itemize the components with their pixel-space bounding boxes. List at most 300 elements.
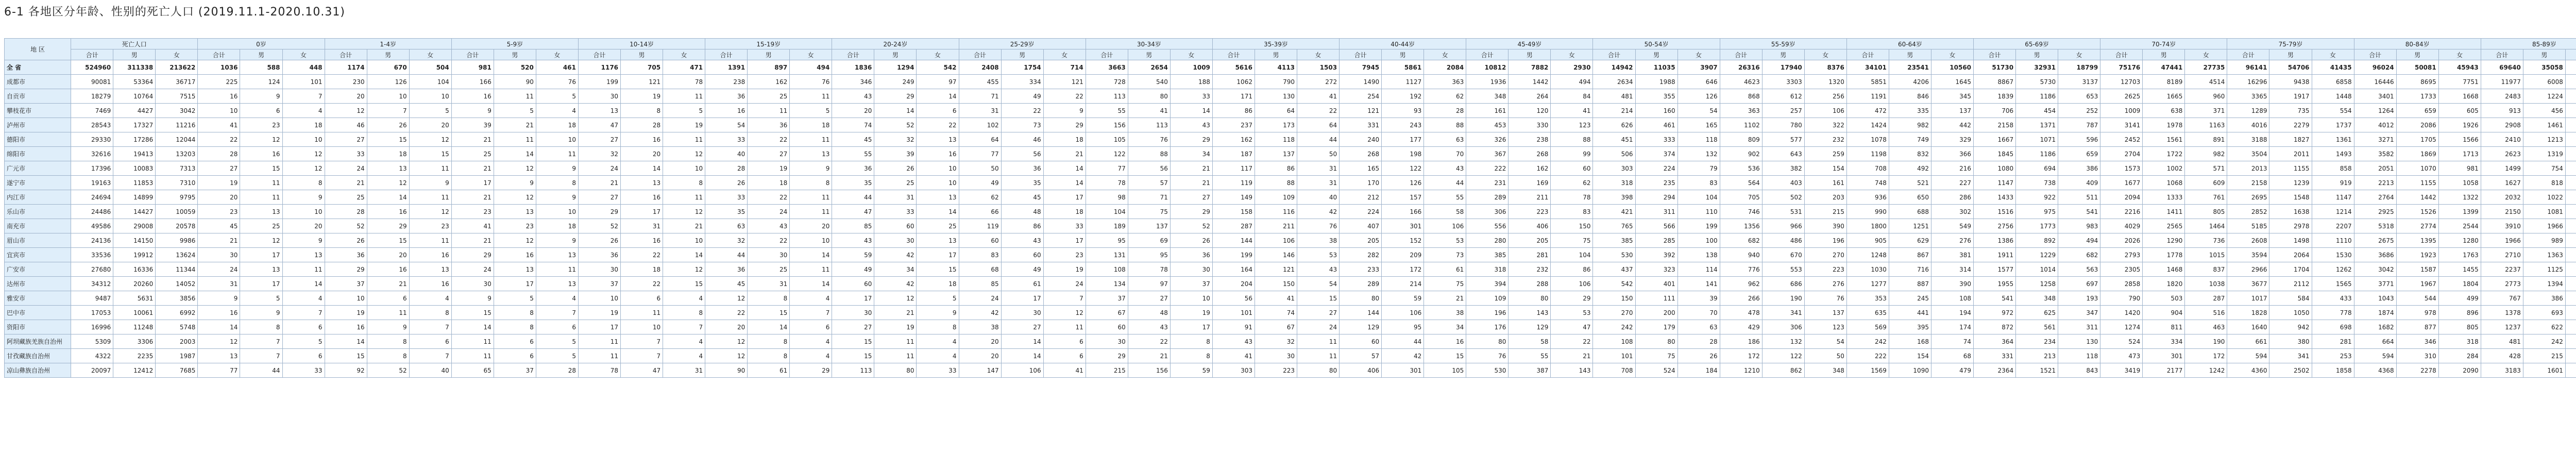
table-cell: 11216 <box>156 118 198 132</box>
table-cell: 36 <box>705 89 748 104</box>
table-cell: 29330 <box>71 132 113 147</box>
table-cell: 54706 <box>2269 60 2312 75</box>
table-cell: 12 <box>198 334 240 349</box>
header-subcolumn: 女 <box>1043 49 1086 60</box>
table-cell: 31 <box>621 219 663 233</box>
table-cell: 56 <box>1212 291 1255 306</box>
table-cell: 233 <box>1340 262 1382 277</box>
table-cell: 1573 <box>2100 161 2143 176</box>
table-cell: 767 <box>2481 291 2523 306</box>
table-cell: 227 <box>1931 176 1973 190</box>
table-cell: 20097 <box>71 363 113 378</box>
table-cell: 162 <box>1509 161 1551 176</box>
table-cell: 245 <box>1889 291 1931 306</box>
table-cell: 1009 <box>2100 104 2143 118</box>
table-cell: 2608 <box>2227 233 2269 248</box>
table-cell: 63 <box>1424 132 1466 147</box>
table-cell: 18 <box>1043 132 1086 147</box>
table-cell: 68 <box>1931 349 1973 363</box>
table-cell: 10 <box>409 89 451 104</box>
table-cell: 19163 <box>71 176 113 190</box>
header-subcolumn: 男 <box>1128 49 1170 60</box>
table-cell: 285 <box>1635 233 1677 248</box>
table-cell: 33 <box>1043 219 1086 233</box>
table-cell: 69640 <box>2481 60 2523 75</box>
table-cell: 1820 <box>2143 277 2185 291</box>
table-cell: 88 <box>1255 176 1297 190</box>
table-cell: 11 <box>790 89 832 104</box>
table-cell: 10 <box>1170 291 1212 306</box>
region-name: 甘孜藏族自治州 <box>5 349 71 363</box>
table-cell: 2158 <box>1974 118 2016 132</box>
table-cell: 10083 <box>113 161 156 176</box>
table-cell: 24694 <box>71 190 113 205</box>
table-cell: 268 <box>1509 147 1551 161</box>
table-cell: 25 <box>917 219 959 233</box>
table-cell: 650 <box>1889 190 1931 205</box>
table-cell: 149 <box>1212 190 1255 205</box>
table-cell: 15 <box>1297 291 1340 306</box>
table-cell: 14 <box>198 320 240 334</box>
table-cell: 21 <box>1424 291 1466 306</box>
table-cell: 2410 <box>2481 132 2523 147</box>
table-cell: 214 <box>1382 277 1424 291</box>
table-cell: 74 <box>832 118 874 132</box>
table-cell: 22 <box>917 118 959 132</box>
header-subcolumn: 合计 <box>71 49 113 60</box>
table-cell: 1468 <box>2143 262 2185 277</box>
table-cell: 310 <box>2396 349 2438 363</box>
table-cell: 224 <box>1635 161 1677 176</box>
table-cell: 1280 <box>2438 233 2481 248</box>
table-cell: 5 <box>409 104 451 118</box>
table-cell: 83 <box>959 248 1001 262</box>
table-cell: 43 <box>1424 161 1466 176</box>
table-cell: 281 <box>2312 334 2354 349</box>
header-subcolumn: 男 <box>748 49 790 60</box>
table-cell: 2544 <box>2438 219 2481 233</box>
table-cell: 331 <box>1340 118 1382 132</box>
table-cell: 29008 <box>113 219 156 233</box>
table-cell: 1627 <box>2481 176 2523 190</box>
table-cell: 4 <box>409 291 451 306</box>
table-cell: 134 <box>1086 277 1128 291</box>
table-cell: 276 <box>1931 233 1973 248</box>
table-cell: 14 <box>451 320 494 334</box>
table-cell: 21 <box>451 132 494 147</box>
table-cell: 40 <box>409 363 451 378</box>
table-cell: 596 <box>2058 132 2100 147</box>
header-subcolumn: 合计 <box>1212 49 1255 60</box>
table-cell: 9 <box>1043 104 1086 118</box>
table-cell: 17940 <box>1762 60 1804 75</box>
table-cell: 682 <box>2058 248 2100 262</box>
table-cell: 211 <box>1255 219 1297 233</box>
header-subcolumn: 男 <box>2396 49 2438 60</box>
table-cell: 17 <box>494 277 536 291</box>
header-subcolumn: 男 <box>1382 49 1424 60</box>
table-cell: 1210 <box>1720 363 1762 378</box>
table-cell: 222 <box>1466 161 1509 176</box>
table-cell: 9 <box>240 89 282 104</box>
table-cell: 461 <box>1635 118 1677 132</box>
table-cell: 32 <box>705 233 748 248</box>
table-row <box>5 233 2576 248</box>
table-cell: 9 <box>451 291 494 306</box>
table-cell: 492 <box>1889 161 1931 176</box>
table-cell: 55 <box>1086 104 1128 118</box>
table-cell: 1090 <box>1889 363 1931 378</box>
table-cell: 14 <box>1170 104 1212 118</box>
table-cell: 556 <box>1466 219 1509 233</box>
table-cell: 41 <box>1212 349 1255 363</box>
table-cell: 3042 <box>156 104 198 118</box>
table-cell: 18 <box>917 277 959 291</box>
table-cell: 1722 <box>2143 147 2185 161</box>
table-cell: 23541 <box>1889 60 1931 75</box>
table-cell: 1763 <box>2438 248 2481 262</box>
table-cell: 761 <box>2185 190 2227 205</box>
table-cell <box>2565 349 2576 363</box>
table-cell: 346 <box>2396 334 2438 349</box>
table-cell: 48 <box>1128 306 1170 320</box>
table-cell: 481 <box>2481 334 2523 349</box>
header-subcolumn <box>2565 49 2576 60</box>
table-cell: 16 <box>705 104 748 118</box>
table-cell: 25 <box>240 219 282 233</box>
table-cell: 4113 <box>1255 60 1297 75</box>
table-cell: 78 <box>1086 176 1128 190</box>
table-cell: 171 <box>1212 89 1255 104</box>
table-cell: 14052 <box>156 277 198 291</box>
table-cell: 9 <box>494 176 536 190</box>
table-cell: 9 <box>240 306 282 320</box>
table-cell: 441 <box>1889 306 1931 320</box>
table-cell: 106 <box>1001 363 1043 378</box>
table-cell: 27 <box>1128 291 1170 306</box>
table-cell: 17 <box>578 320 620 334</box>
table-cell: 23 <box>240 118 282 132</box>
table-cell: 62 <box>1551 176 1593 190</box>
table-cell: 60 <box>959 233 1001 248</box>
table-cell: 8 <box>536 176 578 190</box>
table-cell: 11 <box>451 334 494 349</box>
table-cell: 213622 <box>156 60 198 75</box>
table-cell: 78 <box>578 363 620 378</box>
table-cell: 54 <box>1804 334 1846 349</box>
table-cell: 20 <box>705 320 748 334</box>
table-cell: 7 <box>240 349 282 363</box>
table-cell: 12 <box>874 291 917 306</box>
table-cell: 19 <box>325 306 367 320</box>
table-cell: 363 <box>1424 75 1466 89</box>
table-cell: 84 <box>1551 89 1593 104</box>
table-cell: 12 <box>494 161 536 176</box>
table-cell: 22 <box>748 190 790 205</box>
table-cell: 26 <box>1677 349 1720 363</box>
table-cell: 104 <box>1677 190 1720 205</box>
table-cell: 5 <box>663 104 705 118</box>
table-cell: 12 <box>663 262 705 277</box>
table-cell: 318 <box>1593 176 1635 190</box>
table-cell: 877 <box>2396 320 2438 334</box>
header-subcolumn: 合计 <box>2354 49 2396 60</box>
table-cell: 86 <box>1212 104 1255 118</box>
table-cell: 141 <box>1677 277 1720 291</box>
table-cell: 154 <box>1804 161 1846 176</box>
table-cell: 10061 <box>113 306 156 320</box>
table-cell: 554 <box>2312 104 2354 118</box>
table-cell: 10 <box>325 291 367 306</box>
table-cell: 688 <box>1889 205 1931 219</box>
table-cell: 88 <box>1424 118 1466 132</box>
table-cell: 18 <box>536 219 578 233</box>
table-cell: 49586 <box>71 219 113 233</box>
table-cell: 4514 <box>2185 75 2227 89</box>
header-subcolumn: 合计 <box>1593 49 1635 60</box>
table-cell: 12412 <box>113 363 156 378</box>
table-cell: 13 <box>409 262 451 277</box>
table-cell: 259 <box>1804 147 1846 161</box>
table-cell: 121 <box>1043 75 1086 89</box>
table-cell: 605 <box>2438 104 2481 118</box>
table-cell: 166 <box>451 75 494 89</box>
table-cell: 11977 <box>2481 75 2523 89</box>
table-cell: 353 <box>1846 291 1889 306</box>
table-cell: 594 <box>2227 349 2269 363</box>
table-cell: 5309 <box>71 334 113 349</box>
table-cell: 506 <box>1593 147 1635 161</box>
table-cell: 39 <box>1677 291 1720 306</box>
table-cell: 199 <box>1677 219 1720 233</box>
table-cell: 1800 <box>1846 219 1889 233</box>
table-cell: 1521 <box>2016 363 2058 378</box>
table-cell: 170 <box>1340 176 1382 190</box>
table-cell: 1036 <box>198 60 240 75</box>
table-cell: 2177 <box>2143 363 2185 378</box>
table-cell: 14 <box>917 89 959 104</box>
table-cell: 524 <box>2100 334 2143 349</box>
table-cell: 348 <box>1466 89 1509 104</box>
table-cell: 12 <box>705 349 748 363</box>
table-cell: 661 <box>2227 334 2269 349</box>
table-cell: 138 <box>1677 248 1720 262</box>
table-cell: 635 <box>1846 306 1889 320</box>
table-cell: 3663 <box>1086 60 1128 75</box>
table-cell: 301 <box>1382 363 1424 378</box>
table-cell: 2364 <box>1974 363 2016 378</box>
table-cell: 3686 <box>2354 248 2396 262</box>
table-cell: 1733 <box>2396 89 2438 104</box>
table-cell: 11 <box>536 147 578 161</box>
table-cell: 3137 <box>2058 75 2100 89</box>
table-cell: 524960 <box>71 60 113 75</box>
table-cell: 7 <box>409 349 451 363</box>
table-cell: 8 <box>790 176 832 190</box>
table-cell: 61 <box>748 363 790 378</box>
table-cell: 52 <box>1170 219 1212 233</box>
table-cell: 95 <box>1382 320 1424 334</box>
table-cell: 17 <box>451 176 494 190</box>
table-cell: 122 <box>1086 147 1128 161</box>
table-cell: 29 <box>1170 132 1212 147</box>
region-name: 泸州市 <box>5 118 71 132</box>
table-cell: 1988 <box>1635 75 1677 89</box>
table-cell: 31 <box>874 190 917 205</box>
table-cell: 16 <box>621 132 663 147</box>
table-cell: 1147 <box>2312 190 2354 205</box>
table-cell: 11 <box>409 161 451 176</box>
table-cell: 19912 <box>113 248 156 262</box>
table-cell: 16 <box>1424 334 1466 349</box>
table-cell: 16 <box>621 190 663 205</box>
table-cell: 26 <box>578 233 620 248</box>
table-cell: 43 <box>1170 118 1212 132</box>
table-cell: 230 <box>325 75 367 89</box>
table-cell: 189 <box>1086 219 1128 233</box>
table-cell: 25 <box>325 190 367 205</box>
table-cell: 126 <box>1382 176 1424 190</box>
table-cell: 173 <box>1255 118 1297 132</box>
table-cell: 105 <box>1086 132 1128 147</box>
table-cell: 179 <box>1635 320 1677 334</box>
table-cell: 186 <box>1720 334 1762 349</box>
table-cell: 8 <box>621 104 663 118</box>
table-cell: 215 <box>2523 349 2565 363</box>
table-cell: 1333 <box>2143 190 2185 205</box>
table-cell: 50 <box>1297 147 1340 161</box>
table-cell: 52 <box>325 219 367 233</box>
table-cell: 32931 <box>2016 60 2058 75</box>
table-cell: 27 <box>1297 306 1340 320</box>
table-cell: 79 <box>1677 161 1720 176</box>
table-cell: 270 <box>1593 306 1635 320</box>
table-cell: 25 <box>748 89 790 104</box>
table-cell: 1395 <box>2396 233 2438 248</box>
table-cell: 716 <box>1889 262 1931 277</box>
table-cell: 530 <box>1593 248 1635 262</box>
region-name: 南充市 <box>5 219 71 233</box>
table-cell: 4016 <box>2227 118 2269 132</box>
table-cell: 30 <box>198 248 240 262</box>
table-cell: 13 <box>536 248 578 262</box>
table-cell: 1827 <box>2269 132 2312 147</box>
table-cell: 540 <box>1128 75 1170 89</box>
table-cell: 1874 <box>2354 306 2396 320</box>
table-cell: 29 <box>1551 291 1593 306</box>
table-cell: 18 <box>536 118 578 132</box>
table-cell: 2925 <box>2354 205 2396 219</box>
table-cell: 18 <box>1043 205 1086 219</box>
table-cell: 36 <box>832 161 874 176</box>
table-cell: 1062 <box>1212 75 1255 89</box>
table-cell: 123 <box>1551 118 1593 132</box>
table-cell: 118 <box>1255 132 1297 147</box>
header-group: 85-89岁 <box>2481 39 2576 49</box>
table-cell: 36 <box>1170 248 1212 262</box>
header-subcolumn: 男 <box>1889 49 1931 60</box>
table-cell: 561 <box>2016 320 2058 334</box>
table-cell: 329 <box>1931 132 1973 147</box>
table-cell: 83 <box>1677 176 1720 190</box>
table-cell: 46 <box>1001 132 1043 147</box>
table-cell: 2026 <box>2100 233 2143 248</box>
table-cell: 34 <box>1424 320 1466 334</box>
table-cell: 211 <box>1509 190 1551 205</box>
table-cell: 190 <box>1762 291 1804 306</box>
table-cell: 13624 <box>156 248 198 262</box>
table-cell: 1015 <box>2185 248 2227 262</box>
table-cell: 21 <box>451 190 494 205</box>
table-cell: 746 <box>1720 205 1762 219</box>
table-cell: 478 <box>1720 306 1762 320</box>
table-cell: 11 <box>536 262 578 277</box>
table-cell: 693 <box>2523 306 2565 320</box>
table-cell: 161 <box>1466 104 1509 118</box>
table-cell: 114 <box>1677 262 1720 277</box>
table-cell: 242 <box>1593 320 1635 334</box>
table-cell: 2704 <box>2100 147 2143 161</box>
header-group: 60-64岁 <box>1846 39 1973 49</box>
table-cell: 1836 <box>832 60 874 75</box>
table-cell: 306 <box>1762 320 1804 334</box>
table-cell: 6 <box>621 291 663 306</box>
table-cell: 192 <box>1382 89 1424 104</box>
table-cell: 80 <box>874 363 917 378</box>
table-cell: 162 <box>748 75 790 89</box>
table-cell: 407 <box>1340 219 1382 233</box>
table-cell: 287 <box>2185 291 2227 306</box>
table-cell: 39 <box>451 118 494 132</box>
table-cell: 805 <box>2185 205 2227 219</box>
table-cell: 29 <box>451 248 494 262</box>
table-cell: 748 <box>1846 176 1889 190</box>
table-cell: 188 <box>1170 75 1212 89</box>
table-cell: 47441 <box>2143 60 2185 75</box>
table-cell: 3183 <box>2481 363 2523 378</box>
table-cell: 1262 <box>2312 262 2354 277</box>
table-cell: 19413 <box>113 147 156 161</box>
table-cell: 1493 <box>2312 147 2354 161</box>
table-cell: 1503 <box>1297 60 1340 75</box>
table-cell: 31 <box>663 363 705 378</box>
table-cell: 59 <box>832 248 874 262</box>
header-subcolumn: 合计 <box>325 49 367 60</box>
table-cell: 86 <box>1255 161 1297 176</box>
table-cell: 346 <box>832 75 874 89</box>
table-row <box>5 89 2576 104</box>
table-cell: 530 <box>1466 363 1509 378</box>
table-cell: 7313 <box>156 161 198 176</box>
table-cell: 7 <box>536 306 578 320</box>
table-cell: 54 <box>705 118 748 132</box>
table-cell: 20 <box>621 147 663 161</box>
table-cell: 11 <box>663 89 705 104</box>
table-cell: 708 <box>1846 161 1889 176</box>
table-cell: 10560 <box>1931 60 1973 75</box>
table-cell: 16 <box>240 147 282 161</box>
table-cell: 24 <box>451 262 494 277</box>
table-cell: 333 <box>1635 132 1677 147</box>
table-cell: 200 <box>1635 306 1677 320</box>
table-cell: 981 <box>451 60 494 75</box>
table-cell: 35 <box>1001 176 1043 190</box>
table-cell: 68 <box>959 262 1001 277</box>
table-cell: 24 <box>748 205 790 219</box>
table-cell: 21 <box>1170 161 1212 176</box>
table-cell: 104 <box>1551 248 1593 262</box>
table-cell: 55 <box>832 147 874 161</box>
